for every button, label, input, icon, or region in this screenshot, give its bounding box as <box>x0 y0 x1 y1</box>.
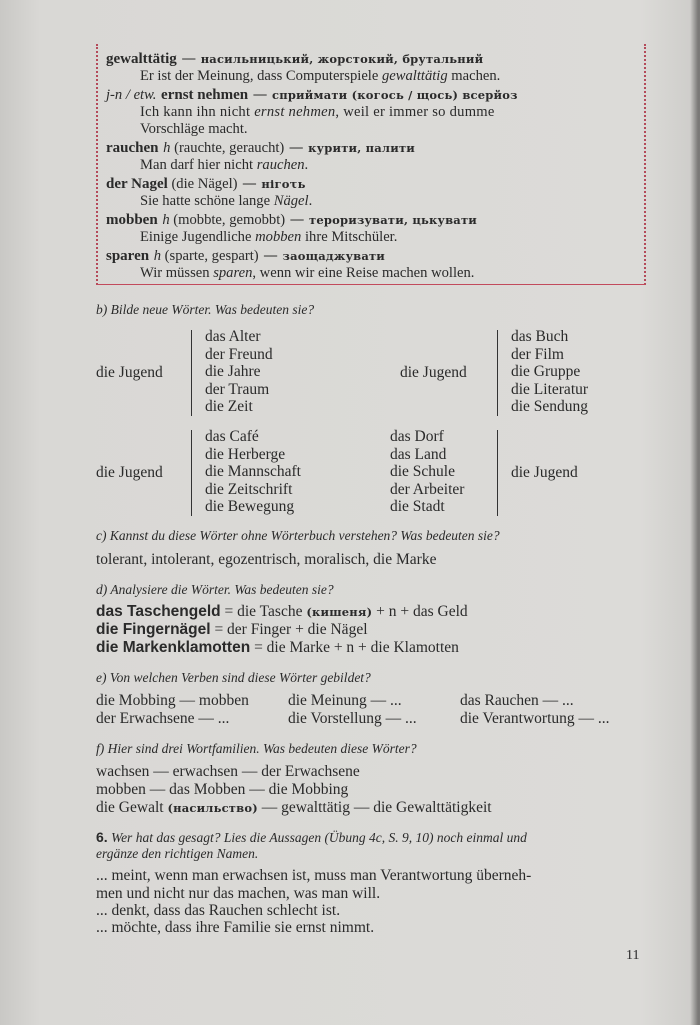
task-b-words-1: das Alter der Freund die Jahre der Traum die Zeit <box>205 328 273 415</box>
vocab-example: Er ist der Meinung, dass Computerspiele gewalttätig machen. <box>140 68 501 84</box>
vocab-headword: ernst nehmen <box>161 87 249 103</box>
task-d-line: das Taschengeld = die Tasche (кишеня) + n + das Geld <box>96 603 468 620</box>
vocab-translation: заощаджувати <box>282 249 386 263</box>
vocab-translation: насильницький, жорстокий, брутальний <box>200 52 484 66</box>
vocab-headword: rauchen <box>106 140 159 156</box>
vocab-translation: тероризувати, цькувати <box>309 213 478 227</box>
vocab-entry: der Nagel (die Nägel) — нігоτь <box>106 175 306 192</box>
vocab-translation: нігоτь <box>261 177 306 191</box>
vocab-headword: gewalttätig <box>106 51 177 67</box>
vocab-example: Wir müssen sparen, wenn wir eine Reise machen wollen. <box>140 265 475 281</box>
vocabulary-box <box>96 44 646 285</box>
task-6-line: men und nicht nur das machen, was man will. <box>96 885 381 902</box>
vocab-entry: rauchen h (rauchte, geraucht) — курити, палити <box>106 139 416 156</box>
vocab-example: Einige Jugendliche mobben ihre Mitschüler. <box>140 229 398 245</box>
vocab-entry: mobben h (mobbte, gemobbt) — тероризувати, цькувати <box>106 211 478 228</box>
task-b-words-4: das Dorf das Land die Schule der Arbeiter die Stadt <box>390 428 465 515</box>
vocab-entry: j-n / etw. ernst nehmen — сприймати (когось / щось) всерйоз <box>106 86 518 103</box>
bracket-line <box>497 430 498 516</box>
task-6-line: ... möchte, dass ihre Familie sie ernst nimmt. <box>96 919 375 936</box>
task-e-item: die Mobbing — mobben <box>96 692 249 709</box>
vocab-example: Ich kann ihn nicht ernst nehmen, weil er immer so dumme <box>140 104 495 120</box>
task-b-head-3: die Jugend <box>96 464 163 481</box>
task-c-label: c) Kannst du diese Wörter ohne Wörterbuch verstehen? Was bedeuten sie? <box>96 528 500 543</box>
vocab-headword: sparen <box>106 248 150 264</box>
task-e-label: e) Von welchen Verben sind diese Wörter gebildet? <box>96 670 371 685</box>
task-d-line: die Markenklamotten = die Marke + n + die Klamotten <box>96 639 459 656</box>
bracket-line <box>497 330 498 416</box>
task-c-text: tolerant, intolerant, egozentrisch, moralisch, die Marke <box>96 551 437 568</box>
task-b-head-4: die Jugend <box>511 464 578 481</box>
task-6-line: ... denkt, dass das Rauchen schlecht ist. <box>96 902 341 919</box>
task-e-item: die Verantwortung — ... <box>460 710 610 727</box>
task-b-head-1: die Jugend <box>96 364 163 381</box>
task-e-item: das Rauchen — ... <box>460 692 574 709</box>
task-6-label: 6. Wer hat das gesagt? Lies die Aussagen (Übung 4c, S. 9, 10) noch einmal und <box>96 829 527 845</box>
vocab-example: Man darf hier nicht rauchen. <box>140 157 309 173</box>
task-f-line: mobben — das Mobben — die Mobbing <box>96 781 349 798</box>
task-b-words-3: das Café die Herberge die Mannschaft die Zeitschrift die Bewegung <box>205 428 301 515</box>
task-e-item: die Vorstellung — ... <box>288 710 417 727</box>
task-d-line: die Fingernägel = der Finger + die Nägel <box>96 621 368 638</box>
task-d-label: d) Analysiere die Wörter. Was bedeuten sie? <box>96 582 334 597</box>
vocab-headword: mobben <box>106 212 158 228</box>
vocab-example: Sie hatte schöne lange Nägel. <box>140 193 313 209</box>
task-e-item: der Erwachsene — ... <box>96 710 230 727</box>
vocab-entry: gewalttätig — насильницький, жорстокий, брутальний <box>106 50 484 67</box>
bracket-line <box>191 430 192 516</box>
task-b-head-2: die Jugend <box>400 364 467 381</box>
vocab-headword: der Nagel <box>106 176 168 192</box>
task-b-words-2: das Buch der Film die Gruppe die Literatur die Sendung <box>511 328 589 415</box>
task-e-item: die Meinung — ... <box>288 692 402 709</box>
task-f-line: die Gewalt (насильство) — gewalttätig — die Gewalttätigkeit <box>96 799 492 816</box>
task-6-line: ... meint, wenn man erwachsen ist, muss man Verantwortung überneh- <box>96 867 532 884</box>
task-f-label: f) Hier sind drei Wortfamilien. Was bedeuten diese Wörter? <box>96 741 417 756</box>
task-b-label: b) Bilde neue Wörter. Was bedeuten sie? <box>96 302 315 317</box>
vocab-entry: sparen h (sparte, gespart) — заощаджувати <box>106 247 386 264</box>
task-6-label-cont: ergänze den richtigen Namen. <box>96 846 259 861</box>
task-f-line: wachsen — erwachsen — der Erwachsene <box>96 763 360 780</box>
vocab-translation: курити, палити <box>308 141 416 155</box>
bracket-line <box>191 330 192 416</box>
task-number: 6. <box>96 829 108 845</box>
vocab-example-cont: Vorschläge macht. <box>140 121 248 137</box>
vocab-translation: сприймати (когось / щось) всерйоз <box>272 88 518 102</box>
page-number: 11 <box>626 948 640 963</box>
